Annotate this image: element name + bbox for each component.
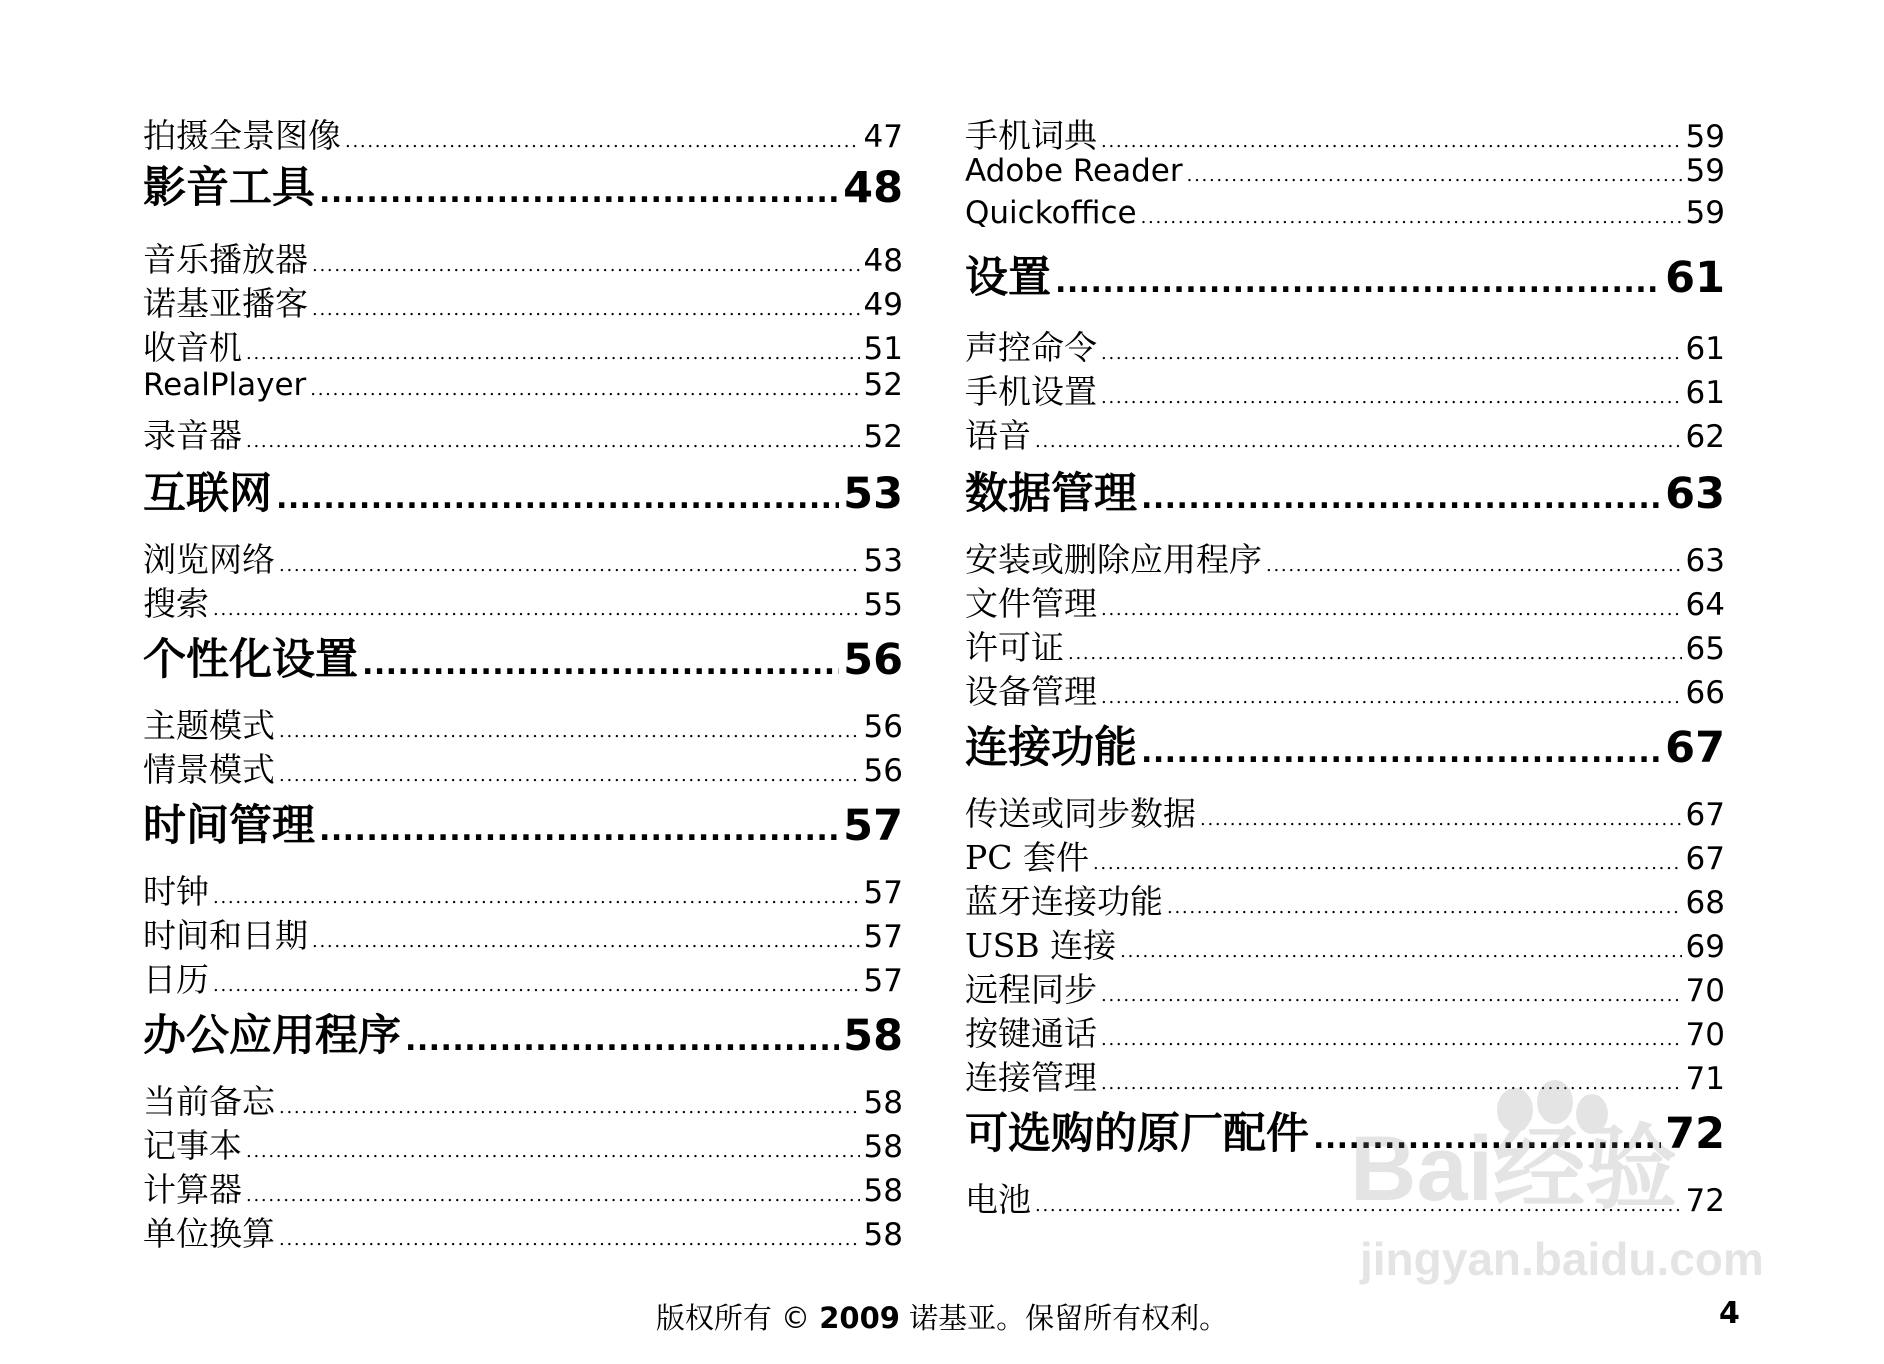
toc-heading[interactable]	[143, 154, 903, 213]
leader-dots	[213, 960, 860, 999]
toc-entry-page: 59	[1685, 119, 1725, 155]
toc-entry-page: 57	[863, 919, 903, 955]
toc-entry-label: 传送或同步数据	[965, 794, 1196, 833]
toc-entry-label: 按键通话	[965, 1014, 1097, 1053]
toc-entry-label: 蓝牙连接功能	[965, 882, 1163, 921]
leader-dots	[1035, 1180, 1682, 1219]
leader-dots	[1200, 794, 1682, 833]
toc-entry-label: 日历	[143, 960, 209, 999]
toc-entry-page: 61	[1685, 331, 1725, 367]
leader-dots	[1093, 838, 1682, 877]
toc-entry[interactable]	[143, 700, 903, 744]
toc-entry-label: 远程同步	[965, 970, 1097, 1009]
toc-entry[interactable]	[965, 578, 1725, 622]
leader-dots	[362, 635, 839, 685]
toc-entry[interactable]	[965, 410, 1725, 454]
toc-entry-page: 66	[1685, 675, 1725, 711]
toc-entry-page: 49	[863, 287, 903, 323]
toc-entry-page: 62	[1685, 419, 1725, 455]
toc-entry-label: 主题模式	[143, 706, 275, 745]
toc-entry-page: 58	[863, 1129, 903, 1165]
toc-entry-page: 47	[863, 119, 903, 155]
toc-entry-label: 设备管理	[965, 672, 1097, 711]
toc-entry-page: 55	[863, 587, 903, 623]
toc-entry-label: 情景模式	[143, 750, 275, 789]
toc-entry-page: 57	[863, 963, 903, 999]
leader-dots	[312, 240, 860, 279]
watermark-text-bottom: jingyan.baidu.com	[1360, 1233, 1764, 1285]
toc-entry-page: 70	[1685, 973, 1725, 1009]
toc-entry[interactable]	[965, 1174, 1725, 1218]
leader-dots	[1167, 882, 1682, 921]
toc-entry-label: 浏览网络	[143, 540, 275, 579]
toc-heading-label: 影音工具	[143, 163, 315, 213]
toc-heading[interactable]	[965, 714, 1725, 773]
toc-entry-label: 记事本	[143, 1126, 242, 1165]
toc-entry[interactable]	[143, 322, 903, 366]
toc-entry-label: 单位换算	[143, 1214, 275, 1253]
toc-entry-page: 52	[863, 419, 903, 455]
toc-entry-label: 许可证	[965, 628, 1064, 667]
toc-entry[interactable]	[143, 110, 903, 154]
toc-entry-page: 52	[863, 367, 903, 403]
leader-dots	[213, 584, 860, 623]
toc-entry-page: 56	[863, 753, 903, 789]
toc-entry[interactable]	[965, 788, 1725, 832]
leader-dots	[1187, 150, 1682, 189]
toc-heading[interactable]	[143, 1002, 903, 1061]
toc-entry-page: 64	[1685, 587, 1725, 623]
leader-dots	[213, 872, 860, 911]
toc-entry[interactable]	[143, 1164, 903, 1208]
toc-entry[interactable]	[965, 920, 1725, 964]
toc-entry[interactable]	[143, 364, 903, 408]
leader-dots	[312, 284, 860, 323]
leader-dots	[246, 1126, 860, 1165]
toc-entry[interactable]	[965, 622, 1725, 666]
toc-entry-label: 时钟	[143, 872, 209, 911]
toc-entry[interactable]	[965, 1052, 1725, 1096]
toc-entry[interactable]	[143, 410, 903, 454]
toc-entry[interactable]	[965, 876, 1725, 920]
leader-dots	[1120, 926, 1681, 965]
copyright-footer	[0, 1296, 1884, 1337]
leader-dots	[312, 916, 860, 955]
toc-entry[interactable]	[143, 1208, 903, 1252]
toc-entry[interactable]	[965, 832, 1725, 876]
toc-entry[interactable]	[143, 278, 903, 322]
toc-entry-page: 56	[863, 709, 903, 745]
watermark-text-top: Bai经验	[1350, 1118, 1678, 1220]
toc-heading-label: 互联网	[143, 469, 272, 519]
toc-entry-page: 59	[1685, 195, 1725, 231]
toc-entry-label: 文件管理	[965, 584, 1097, 623]
toc-entry-label: 搜索	[143, 584, 209, 623]
toc-entry-label: PC 套件	[965, 838, 1089, 877]
leader-dots	[279, 706, 860, 745]
toc-heading-page: 63	[1665, 469, 1725, 519]
toc-heading-page: 57	[843, 801, 903, 851]
toc-entry[interactable]	[143, 534, 903, 578]
toc-entry-label: 电池	[965, 1180, 1031, 1219]
toc-entry-label: 当前备忘	[143, 1082, 275, 1121]
toc-entry[interactable]	[143, 578, 903, 622]
toc-heading-page: 56	[843, 635, 903, 685]
toc-heading-label: 设置	[965, 253, 1051, 303]
toc-entry[interactable]	[965, 322, 1725, 366]
leader-dots	[1068, 628, 1682, 667]
leader-dots	[1101, 1058, 1682, 1097]
toc-heading-page: 61	[1665, 253, 1725, 303]
toc-entry-page: 58	[863, 1217, 903, 1253]
toc-entry-label: Adobe Reader	[965, 153, 1183, 189]
leader-dots	[345, 116, 860, 155]
toc-entry-label: 计算器	[143, 1170, 242, 1209]
toc-heading-page: 53	[843, 469, 903, 519]
toc-entry[interactable]	[965, 666, 1725, 710]
leader-dots	[246, 416, 860, 455]
leader-dots	[1141, 723, 1661, 773]
toc-entry-page: 48	[863, 243, 903, 279]
toc-entry-page: 71	[1685, 1061, 1725, 1097]
toc-entry-page: 69	[1685, 929, 1725, 965]
footer-year: 2009	[819, 1301, 900, 1335]
toc-entry-page: 65	[1685, 631, 1725, 667]
toc-heading[interactable]	[965, 244, 1725, 303]
leader-dots	[246, 328, 860, 367]
toc-entry-page: 70	[1685, 1017, 1725, 1053]
toc-entry[interactable]	[965, 534, 1725, 578]
footer-suffix: 诺基亚。保留所有权利。	[899, 1301, 1229, 1335]
toc-heading[interactable]	[143, 460, 903, 519]
leader-dots	[1141, 192, 1682, 231]
footer-prefix: 版权所有 ©	[655, 1301, 820, 1335]
toc-entry-label: 语音	[965, 416, 1031, 455]
toc-entry[interactable]	[143, 866, 903, 910]
toc-heading[interactable]	[143, 626, 903, 685]
leader-dots	[405, 1011, 839, 1061]
leader-dots	[319, 801, 839, 851]
toc-entry[interactable]	[143, 954, 903, 998]
toc-entry-label: 时间和日期	[143, 916, 308, 955]
toc-heading-label: 个性化设置	[143, 635, 358, 685]
leader-dots	[279, 540, 860, 579]
toc-entry[interactable]	[143, 910, 903, 954]
leader-dots	[279, 1214, 860, 1253]
leader-dots	[1101, 328, 1682, 367]
toc-entry-page: 58	[863, 1173, 903, 1209]
toc-entry-label: RealPlayer	[143, 367, 307, 403]
toc-entry-page: 68	[1685, 885, 1725, 921]
toc-entry-label: 录音器	[143, 416, 242, 455]
toc-entry-label: USB 连接	[965, 926, 1117, 965]
toc-entry-page: 58	[863, 1085, 903, 1121]
toc-entry-page: 61	[1685, 375, 1725, 411]
leader-dots	[1055, 253, 1661, 303]
toc-entry-label: 连接管理	[965, 1058, 1097, 1097]
toc-entry-label: 音乐播放器	[143, 240, 308, 279]
toc-entry[interactable]	[143, 1120, 903, 1164]
toc-entry-label: Quickoffice	[965, 195, 1137, 231]
toc-entry-page: 51	[863, 331, 903, 367]
toc-entry[interactable]	[965, 150, 1725, 194]
toc-entry-label: 手机词典	[965, 116, 1097, 155]
leader-dots	[279, 750, 860, 789]
toc-entry-page: 72	[1685, 1183, 1725, 1219]
toc-entry[interactable]	[143, 744, 903, 788]
toc-heading[interactable]	[143, 792, 903, 851]
leader-dots	[1101, 584, 1682, 623]
toc-entry-page: 63	[1685, 543, 1725, 579]
leader-dots	[1035, 416, 1682, 455]
toc-entry[interactable]	[965, 110, 1725, 154]
leader-dots	[279, 1082, 860, 1121]
leader-dots	[246, 1170, 860, 1209]
leader-dots	[1101, 970, 1682, 1009]
toc-entry-page: 67	[1685, 797, 1725, 833]
page-number: 4	[1719, 1296, 1740, 1331]
toc-entry[interactable]	[965, 366, 1725, 410]
toc-heading-label: 时间管理	[143, 801, 315, 851]
leader-dots	[1101, 372, 1682, 411]
toc-entry-label: 诺基亚播客	[143, 284, 308, 323]
toc-heading[interactable]	[965, 460, 1725, 519]
leader-dots	[1141, 469, 1661, 519]
leader-dots	[1101, 1014, 1682, 1053]
toc-entry[interactable]	[965, 192, 1725, 236]
toc-entry-label: 收音机	[143, 328, 242, 367]
leader-dots	[310, 364, 859, 403]
toc-entry[interactable]	[143, 234, 903, 278]
toc-heading-label: 连接功能	[965, 723, 1137, 773]
leader-dots	[276, 469, 839, 519]
toc-heading[interactable]	[965, 1100, 1725, 1159]
toc-entry-page: 53	[863, 543, 903, 579]
toc-heading-page: 67	[1665, 723, 1725, 773]
toc-entry-page: 67	[1685, 841, 1725, 877]
leader-dots	[319, 163, 839, 213]
toc-entry[interactable]	[965, 1008, 1725, 1052]
toc-heading-label: 可选购的原厂配件	[965, 1109, 1309, 1159]
toc-heading-page: 72	[1665, 1109, 1725, 1159]
toc-heading-page: 48	[843, 163, 903, 213]
toc-entry-label: 拍摄全景图像	[143, 116, 341, 155]
toc-entry[interactable]	[143, 1076, 903, 1120]
leader-dots	[1266, 540, 1682, 579]
toc-heading-page: 58	[843, 1011, 903, 1061]
toc-entry-label: 声控命令	[965, 328, 1097, 367]
leader-dots	[1313, 1109, 1661, 1159]
toc-heading-label: 办公应用程序	[143, 1011, 401, 1061]
toc-heading-label: 数据管理	[965, 469, 1137, 519]
toc-entry[interactable]	[965, 964, 1725, 1008]
leader-dots	[1101, 672, 1682, 711]
toc-entry-label: 手机设置	[965, 372, 1097, 411]
toc-entry-page: 59	[1685, 153, 1725, 189]
toc-entry-label: 安装或删除应用程序	[965, 540, 1262, 579]
toc-entry-page: 57	[863, 875, 903, 911]
